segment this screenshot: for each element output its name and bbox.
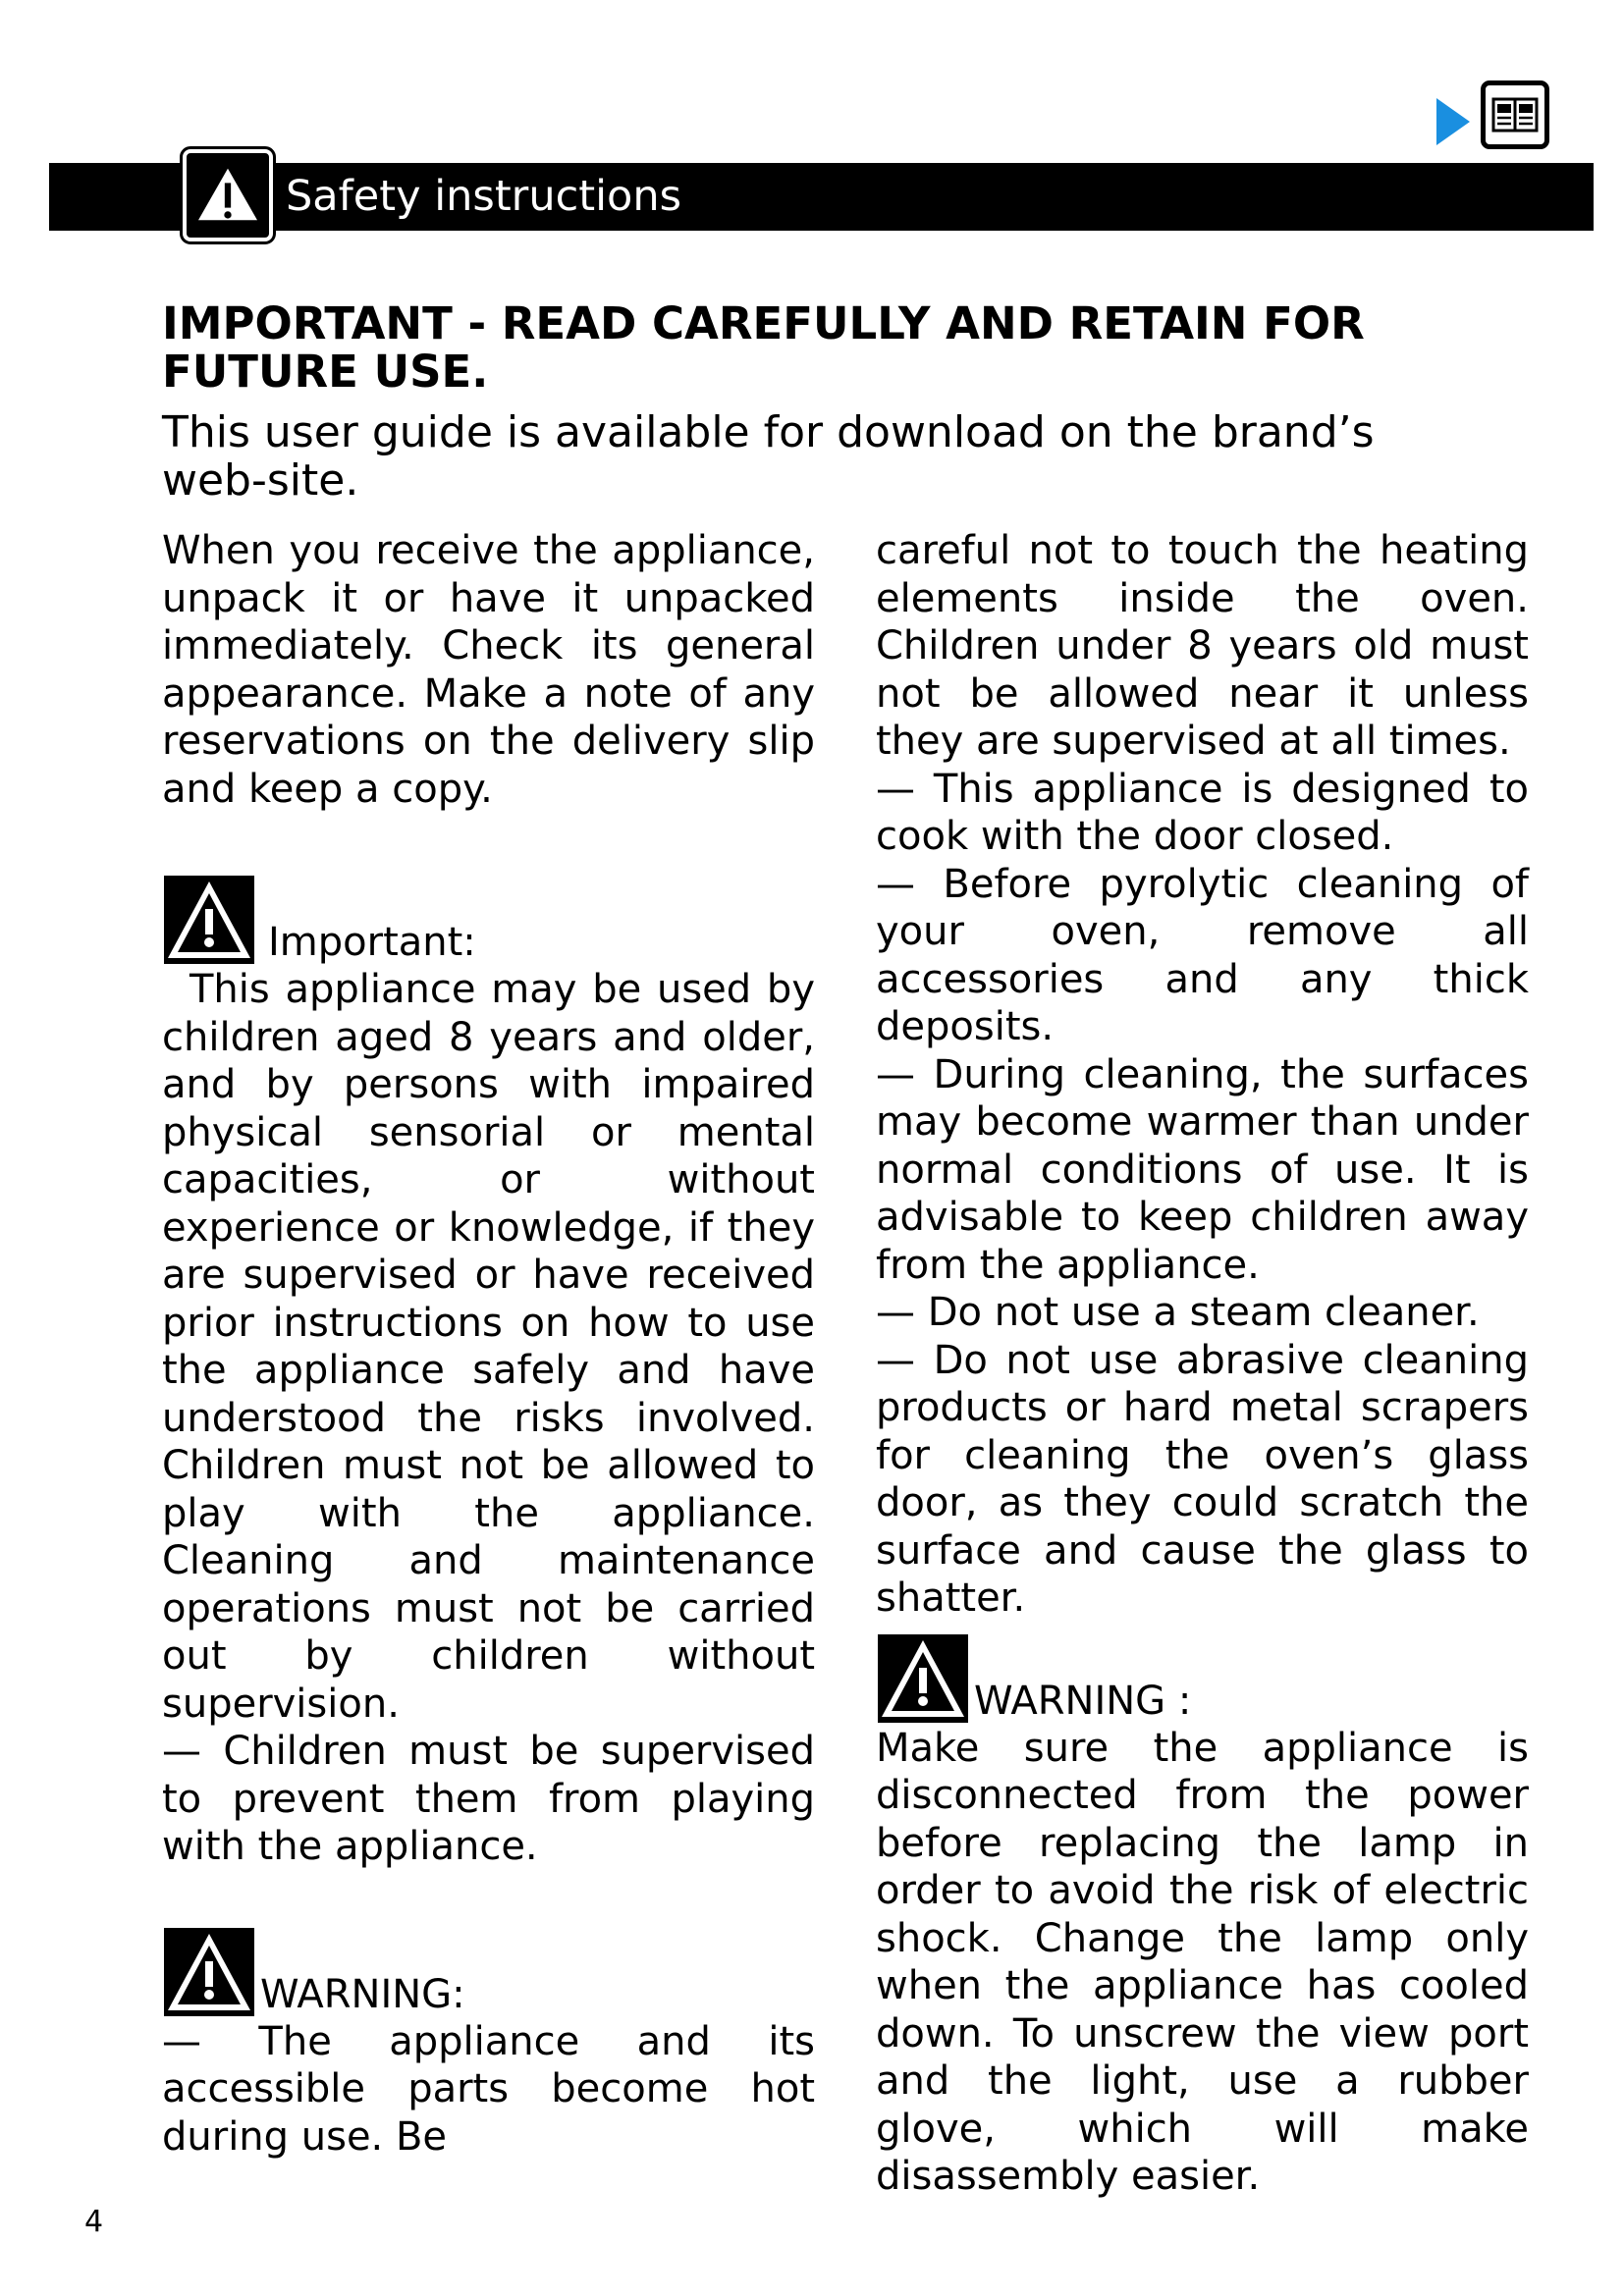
warning-icon [876,1632,970,1725]
abrasive-paragraph: — Do not use abrasive cleaning products or hard metal scrapers for cleaning the oven’s glass door, as they could scratch the surface and cause the glass to shatter. [876,1337,1529,1621]
hot-parts-paragraph: — The appliance and its accessible parts become hot during use. Be [162,2018,815,2160]
receive-paragraph: When you receive the appliance, unpack it or have it unpacked immediately. Check its general appearance. Make a note of any reservations on the delivery slip and keep a copy. [162,528,815,812]
warning-icon [162,1926,256,2018]
warning-label: WARNING : [974,1678,1192,1724]
page-title: Safety instructions [286,172,682,221]
door-paragraph: — This appliance is designed to cook with the door closed. [876,766,1529,859]
lamp-paragraph: Make sure the appliance is disconnected from the power before replacing the lamp in order to avoid the risk of electric shock. Change the lamp only when the appliance has cooled down. To unscrew the view port and the light, use a rubber glove, which will make disassembly easier. [876,1725,1529,2199]
manual-book-icon [1481,80,1549,149]
careful-paragraph: careful not to touch the heating elements inside the oven. Children under 8 years old must not be allowed near it unless they are supervised at all times. [876,528,1529,764]
warning-icon [162,874,256,966]
warning-callout [162,1926,815,2018]
play-arrow-icon [1436,98,1470,145]
pyrolytic-paragraph: — Before pyrolytic cleaning of your oven, remove all accessories and any thick deposits. [876,861,1529,1049]
page-number: 4 [84,2205,104,2239]
warning-label: WARNING: [260,1971,465,2017]
download-note: This user guide is available for download on the brand’s web-site. [162,407,1375,506]
right-column [876,527,1529,2201]
section-header-bar [49,163,1594,231]
lamp-warning-callout [876,1632,1529,1725]
left-column [162,527,815,2161]
important-label: Important: [268,920,476,965]
supervised-paragraph: — Children must be supervised to prevent them from playing with the appliance. [162,1729,815,1869]
children-paragraph: This appliance may be used by children aged 8 years and older, and by persons with impaired physical sensorial or mental capacities, or without experience or knowledge, if they are supervised or have received prior instructions on how to use the appliance safely and have understood the risks involved. Children must not be allowed to play with the appliance. Cleaning and maintenance operations must not be carried out by children without supervision. [162,967,815,1727]
steam-paragraph: — Do not use a steam cleaner. [876,1290,1480,1335]
important-callout [162,874,815,966]
warning-triangle-icon [183,149,273,241]
cleaning-paragraph: — During cleaning, the surfaces may become warmer than under normal conditions of use. It is advisable to keep children away from the appliance. [876,1051,1529,1288]
important-heading: IMPORTANT - READ CAREFULLY AND RETAIN FOR FUTURE USE. [162,297,1365,398]
